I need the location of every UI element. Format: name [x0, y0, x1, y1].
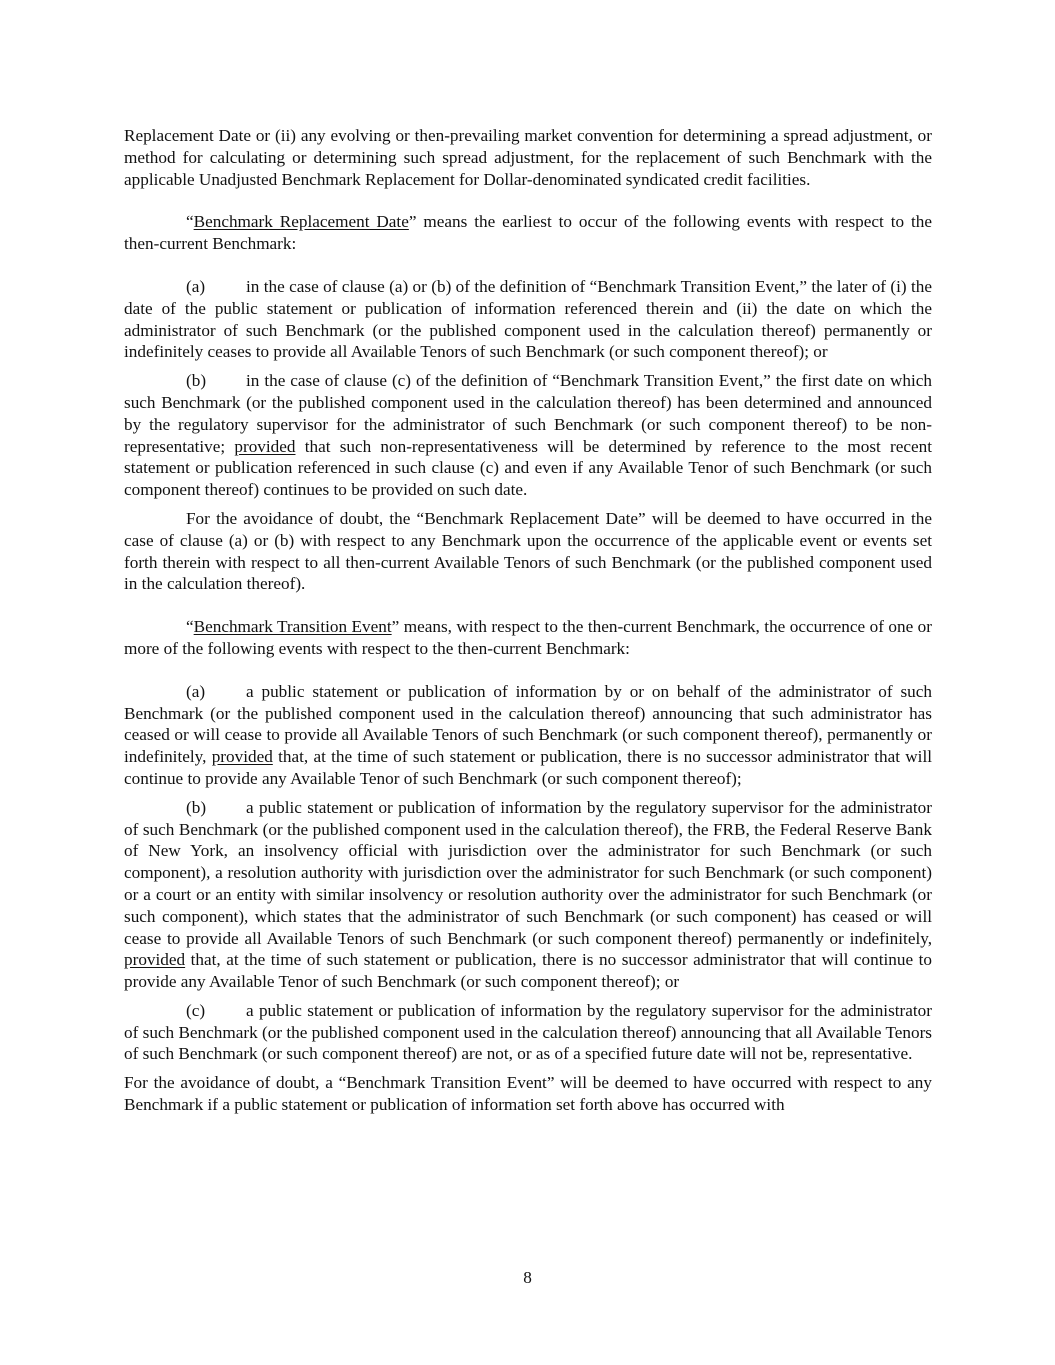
clause-text: in the case of clause (c) of the definition of “Benchmark Transition Event,” the first date on which such Benchmark (or the published component used in the calculation thereof) has been determined and announced by the regulatory supervisor for the administrator of such Benchmark (or such component thereof) to be non-representative; [124, 371, 932, 456]
clause-marker: (a) [186, 276, 206, 296]
clause-text: a public statement or publication of information by or on behalf of the administrator of such Benchmark (or the published component used in the calculation thereof) announcing that such administrator has ceased or will cease to provide all Available Tenors of such Benchmark (or such component thereof), permanently or indefinitely, [124, 681, 932, 767]
clause-marker: (b) [186, 371, 207, 391]
page-number: 8 [523, 1268, 532, 1287]
document-page [124, 125, 932, 1116]
underlined-term: provided [124, 950, 186, 970]
transition-event-avoidance-paragraph: For the avoidance of doubt, a “Benchmark Transition Event” will be deemed to have occurred with respect to any Benchmark if a public statement or publication of information set forth above has occurred with [124, 1073, 932, 1115]
transition-event-clause-a [124, 681, 932, 790]
clause-marker: (c) [186, 1000, 206, 1020]
transition-event-clause-c [124, 1000, 932, 1065]
clause-text: in the case of clause (a) or (b) of the definition of “Benchmark Transition Event,” the later of (i) the date of the public statement or publication of information referenced therein and (ii) the date on which the administrator of such Benchmark (or the published component used in the calculation thereof) permanently or indefinitely ceases to provide all Available Tenors of such Benchmark (or such component thereof); or [124, 276, 932, 362]
defined-term: Benchmark Transition Event [193, 617, 392, 637]
underlined-term: provided [234, 436, 296, 456]
defined-term: Benchmark Replacement Date [193, 212, 409, 232]
definition-text: ” means, with respect to the then-current Benchmark, the occurrence of one or more of the following events with respect to the then-current Benchmark: [124, 617, 932, 658]
clause-marker: (b) [186, 797, 207, 817]
clause-marker: (a) [186, 681, 206, 701]
replacement-date-clause-b [124, 370, 932, 501]
benchmark-transition-event-definition [124, 616, 932, 660]
clause-text: a public statement or publication of information by the regulatory supervisor for the administrator of such Benchmark (or the published component used in the calculation thereof), the FRB, the Federal Reserve Bank of New York, an insolvency official with jurisdiction over the administrator for such Benchmark (or such component), a resolution authority with jurisdiction over the administrator for such Benchmark (or such component) or a court or an entity with similar insolvency or resolution authority over the administrator for such Benchmark (or such component), which states that the administrator of such Benchmark (or such component) has ceased or will cease to provide all Available Tenors of such Benchmark (or such component thereof) permanently or indefinitely, [124, 797, 932, 948]
open-quote: “ [186, 212, 194, 232]
continuation-paragraph: Replacement Date or (ii) any evolving or then-prevailing market convention for determining a spread adjustment, or method for calculating or determining such spread adjustment, for the replacement of such Benchmark with the applicable Unadjusted Benchmark Replacement for Dollar-denominated syndicated credit facilities. [124, 126, 932, 189]
clause-text: a public statement or publication of information by the regulatory supervisor for the administrator of such Benchmark (or the published component used in the calculation thereof) announcing that all Available Tenors of such Benchmark (or such component thereof) are not, or as of a specified future date will not be, representative. [124, 1000, 932, 1064]
clause-text: that such non-representativeness will be determined by reference to the most recent statement or publication referenced in such clause (c) and even if any Available Tenor of such Benchmark (or such component thereof) continues to be provided on such date. [124, 436, 933, 500]
benchmark-replacement-date-definition [124, 211, 932, 255]
transition-event-clause-b [124, 797, 932, 993]
replacement-date-clause-a [124, 276, 932, 363]
underlined-term: provided [211, 747, 273, 767]
definition-text: ” means the earliest to occur of the following events with respect to the then-current Benchmark: [124, 212, 932, 254]
clause-text: that, at the time of such statement or publication, there is no successor administrator that will continue to provide any Available Tenor of such Benchmark (or such component thereof); or [124, 950, 932, 992]
open-quote: “ [186, 617, 194, 637]
replacement-date-avoidance-paragraph: For the avoidance of doubt, the “Benchmark Replacement Date” will be deemed to have occurred in the case of clause (a) or (b) with respect to any Benchmark upon the occurrence of the applicable event or events set forth therein with respect to all then-current Available Tenors of such Benchmark (or the published component used in the calculation thereof). [124, 508, 932, 594]
clause-text: that, at the time of such statement or publication, there is no successor administrator that will continue to provide any Available Tenor of such Benchmark (or such component thereof); [124, 747, 932, 788]
